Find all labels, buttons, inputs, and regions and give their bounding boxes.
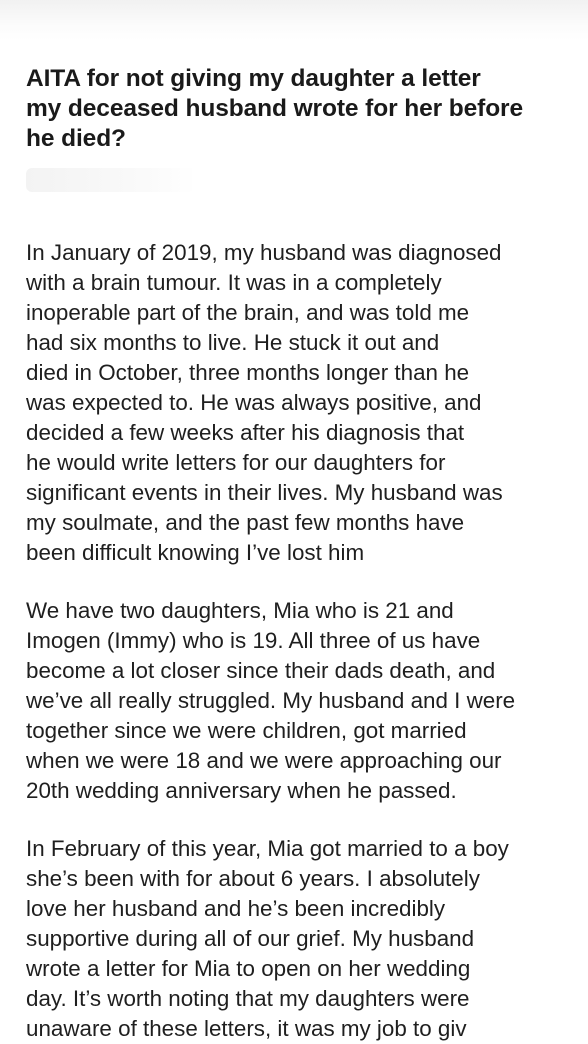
post-paragraph: In January of 2019, my husband was diagnosed with a brain tumour. It was in a completely inoperable part of the brain, and was told me had six months to live. He stuck it out and died in October, three months longer than he was expected to. He was always positive, and decided a few weeks after his diagnosis that he would write letters for our daughters for significant events in their lives. My husband was my soulmate, and the past few months have been difficult knowing I’ve lost him	[26, 240, 503, 565]
header-blur	[0, 0, 588, 40]
post	[26, 64, 574, 1044]
post-paragraph: In February of this year, Mia got married to a boy she’s been with for about 6 years. I absolutely love her husband and he’s been incredibly supportive during all of our grief. My husband wrote a letter for Mia to open on her wedding day. It’s worth noting that my daughters were unaware of these letters, it was my job to giv	[26, 836, 509, 1041]
post-paragraph: We have two daughters, Mia who is 21 and Imogen (Immy) who is 19. All three of us have become a lot closer since their dads death, and we’ve all really struggled. My husband and I were together since we were children, got married when we were 18 and we were approaching our 20th wedding anniversary when he passed.	[26, 598, 516, 803]
post-title: AITA for not giving my daughter a letter my deceased husband wrote for her before he died?	[26, 65, 524, 152]
post-body	[26, 238, 574, 1044]
post-meta-blurred	[26, 168, 196, 192]
